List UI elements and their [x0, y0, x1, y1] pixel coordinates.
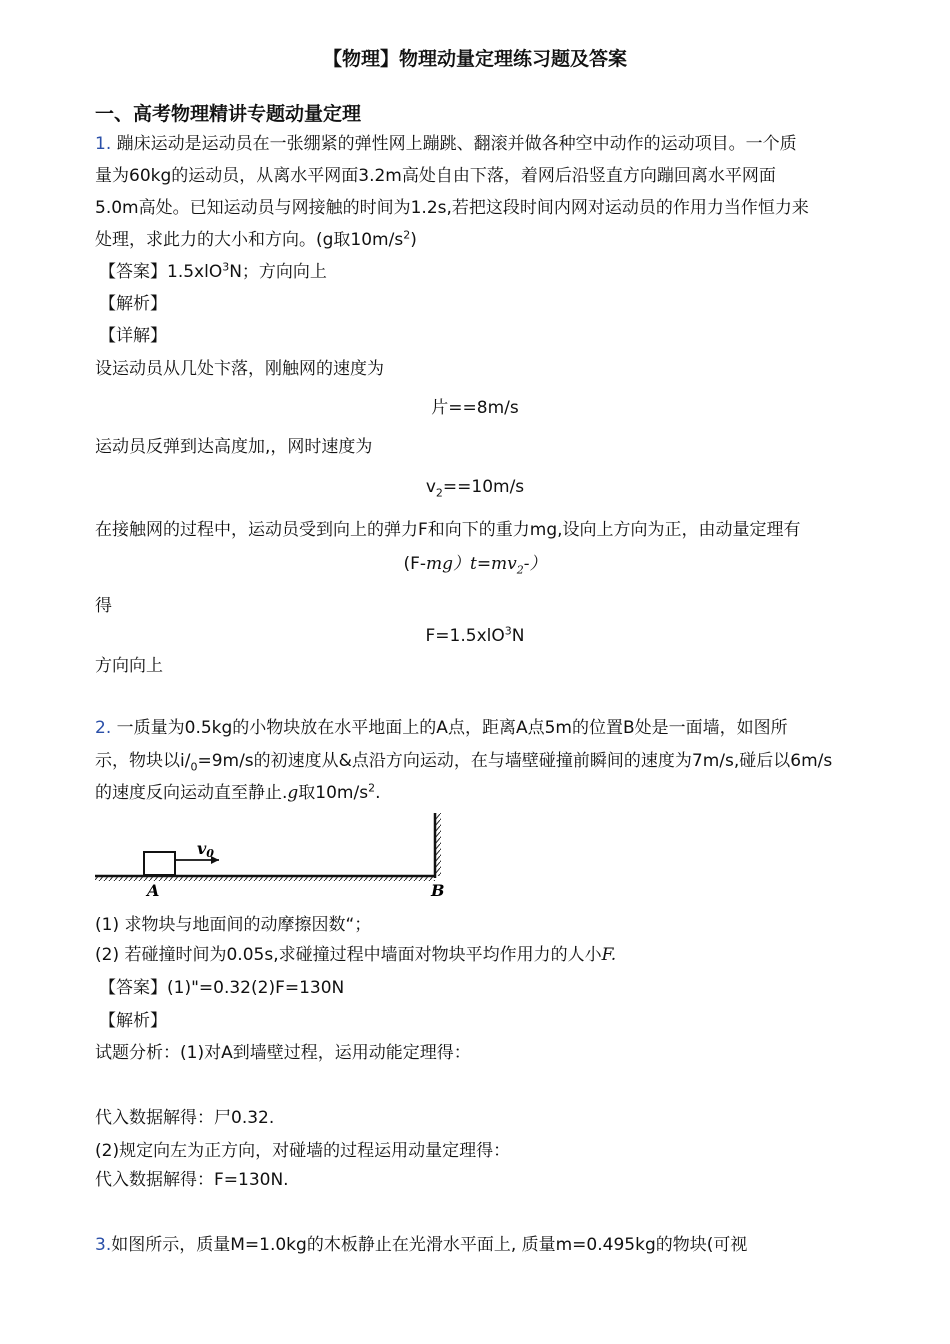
q1-step-3: 在接触网的过程中，运动员受到向上的弹力F和向下的重力mg,设向上方向为正，由动量定理有: [95, 520, 801, 540]
page-title: 【物理】物理动量定理练习题及答案: [322, 48, 627, 70]
q1-step-4: 得: [95, 596, 112, 616]
q2-part-2: (2) 若碰撞时间为0.05s,求碰撞过程中墙面对物块平均作用力的人小F.: [95, 945, 617, 965]
q1-equation-3: $(F-mg)t=mv_2-$）: [403, 554, 547, 577]
q2-analysis-label: 【解析】: [99, 1011, 167, 1031]
q1-equation-1: 片==8m/s: [431, 398, 519, 418]
q2-part-1: (1) 求物块与地面间的动摩擦因数“；: [95, 915, 372, 935]
q2-figure: [95, 808, 455, 900]
q2-step-3: (2)规定向左为正方向，对碰墙的过程运用动量定理得：: [95, 1141, 511, 1161]
q2-line-2: 示，物块以$i/_0=9m/s$的初速度从&点沿方向运动，在与墙壁碰撞前瞬间的速度为7m/s,碰后以6m/s: [95, 751, 833, 774]
q1-step-5: 方向向上: [95, 656, 163, 676]
v0-label: v0: [197, 839, 214, 860]
q1-line-1: 1. 蹦床运动是运动员在一张绷紧的弹性网上蹦跳、翻滚并做各种空中动作的运动项目。一个质: [95, 134, 797, 154]
section-heading: 一、高考物理精讲专题动量定理: [95, 103, 362, 125]
q1-number: 1.: [95, 134, 112, 154]
q1-detail-label: 【详解】: [99, 326, 167, 346]
q2-line-3: 的速度反向运动直至静止.g取$10m/s^2$.: [95, 781, 381, 803]
q1-step-2: 运动员反弹到达高度加,，网时速度为: [95, 437, 373, 457]
q2-number: 2.: [95, 718, 112, 738]
q1-equation-2: $v_2==10m/s$: [425, 477, 525, 500]
q2-step-2: 代入数据解得：尸0.32.: [95, 1108, 275, 1128]
point-a-label: A: [147, 881, 160, 900]
point-b-label: B: [431, 881, 445, 900]
q1-step-1: 设运动员从几处卞落，刚触网的速度为: [95, 359, 384, 379]
q1-answer: 【答案】1.5xlO$^3$N；方向向上: [99, 260, 327, 282]
q2-line-1: 2. 一质量为0.5kg的小物块放在水平地面上的A点，距离A点5m的位置B处是一面墙，如图所: [95, 718, 788, 738]
q2-step-4: 代入数据解得：F=130N.: [95, 1170, 289, 1190]
q2-step-1: 试题分析：(1)对A到墙壁过程，运用动能定理得：: [95, 1043, 471, 1063]
q1-analysis-label: 【解析】: [99, 294, 167, 314]
q3-number: 3.: [95, 1235, 112, 1255]
q1-line-4: 处理，求此力的大小和方向。(g取$10m/s^2$): [95, 228, 417, 250]
q2-answer: 【答案】(1)"=0.32(2)F=130N: [99, 978, 345, 998]
q3-line-1: 3.如图所示，质量M=1.0kg的木板静止在光滑水平面上, 质量m=0.495kg的物块(可视: [95, 1235, 748, 1255]
q1-line-3: 5.0m高处。已知运动员与网接触的时间为1.2s,若把这段时间内网对运动员的作用力当作恒力来: [95, 198, 809, 218]
q1-equation-4: F=1.5xlO$^3$N: [425, 624, 525, 646]
block: [144, 852, 175, 875]
q1-line-2: 量为60kg的运动员，从离水平网面3.2m高处自由下落，着网后沿竖直方向蹦回离水平网面: [95, 166, 776, 186]
